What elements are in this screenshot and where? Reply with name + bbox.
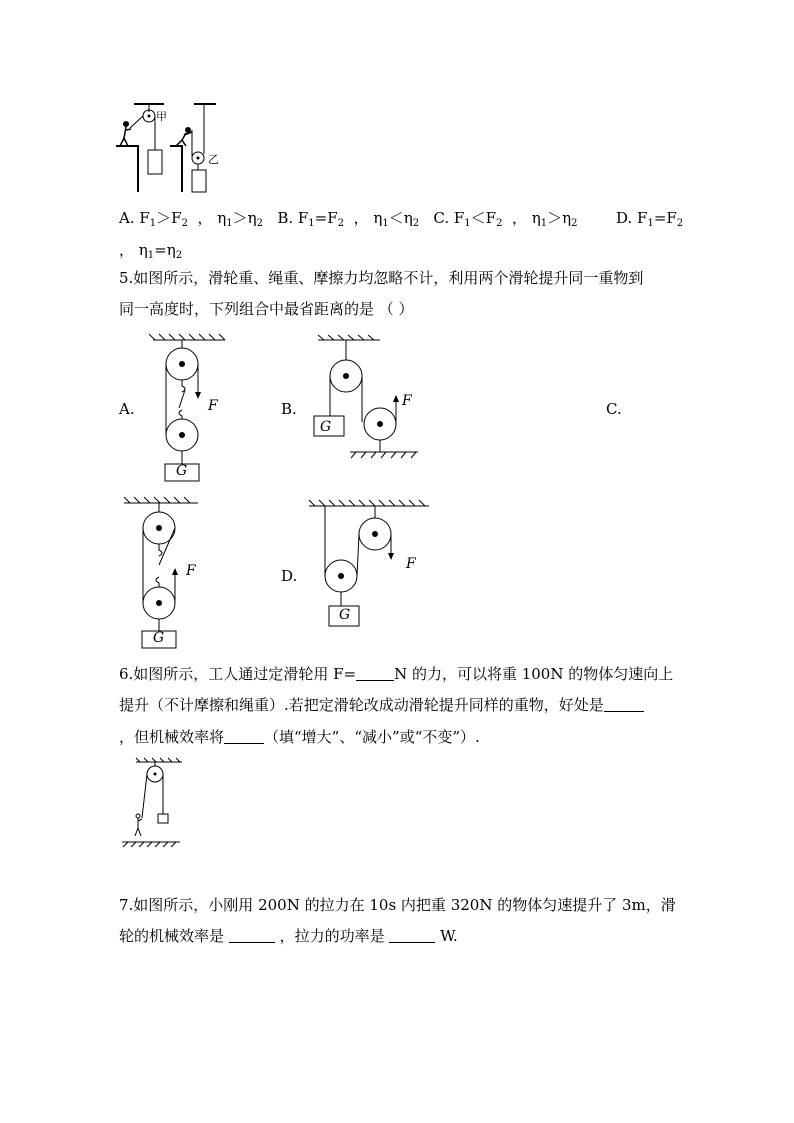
q5-option-d-label[interactable]: D. [281, 567, 298, 585]
q6-stem-line2: 提升（不计摩擦和绳重）.若把定滑轮改成动滑轮提升同样的重物，好处是 [119, 695, 644, 715]
q5-option-b-label[interactable]: B. [281, 400, 297, 418]
q4-option-d[interactable]: D. $F_1=F_2$ [616, 209, 684, 229]
q7-blank-efficiency[interactable] [229, 928, 275, 943]
q5-stem-line1: 5.如图所示，滑轮重、绳重、摩擦力均忽略不计，利用两个滑轮提升同一重物到 [119, 269, 644, 287]
q4-label-jia: 甲 [156, 110, 167, 123]
q5-b-weight: G [320, 419, 332, 435]
q6-figure [120, 758, 190, 850]
q5-figure-a [145, 330, 235, 485]
q5-d-force: F [406, 556, 416, 572]
q5-a-weight: G [176, 463, 188, 479]
q5-d-weight: G [339, 607, 351, 623]
q5-c-weight: G [153, 630, 165, 646]
q6-blank-force[interactable] [356, 666, 394, 681]
q6-stem-line1: 6.如图所示，工人通过定滑轮用 F= N 的力，可以将重 100N 的物体匀速向上 [119, 665, 674, 683]
q5-option-c-label[interactable]: C. [606, 400, 622, 418]
q5-b-force: F [402, 393, 412, 409]
q7-stem-line2: 轮的机械效率是 ，拉力的功率是 W. [119, 927, 458, 945]
q5-stem-line2: 同一高度时，下列组合中最省距离的是 （ ） [119, 300, 414, 318]
q4-figure [112, 100, 222, 200]
q7-stem-line1: 7.如图所示，小刚用 200N 的拉力在 10s 内把重 320N 的物体匀速提升了 3m，滑 [119, 896, 676, 914]
q4-options-row [119, 208, 578, 234]
q5-option-a-label[interactable]: A. [119, 400, 135, 418]
q7-blank-power[interactable] [389, 928, 435, 943]
q4-label-yi: 乙 [208, 153, 219, 166]
q4-option-a[interactable]: A. $F_1>F_2$ ， $\eta_1>\eta_2$ [119, 209, 264, 229]
q6-blank-benefit[interactable] [604, 697, 644, 712]
q4-option-d-cont: ， $\eta_1=\eta_2$ [119, 241, 183, 261]
q4-option-c[interactable]: C. $F_1<F_2$ ， $\eta_1>\eta_2$ [433, 209, 578, 229]
q5-c-force: F [186, 563, 196, 579]
q6-blank-efficiency[interactable] [224, 729, 264, 744]
q5-a-force: F [208, 398, 218, 414]
q6-stem-line3: ，但机械效率将 （填“增大”、“减小”或“不变”）. [119, 728, 480, 746]
q4-option-b[interactable]: B. $F_1=F_2$ ， $\eta_1<\eta_2$ [277, 209, 420, 229]
